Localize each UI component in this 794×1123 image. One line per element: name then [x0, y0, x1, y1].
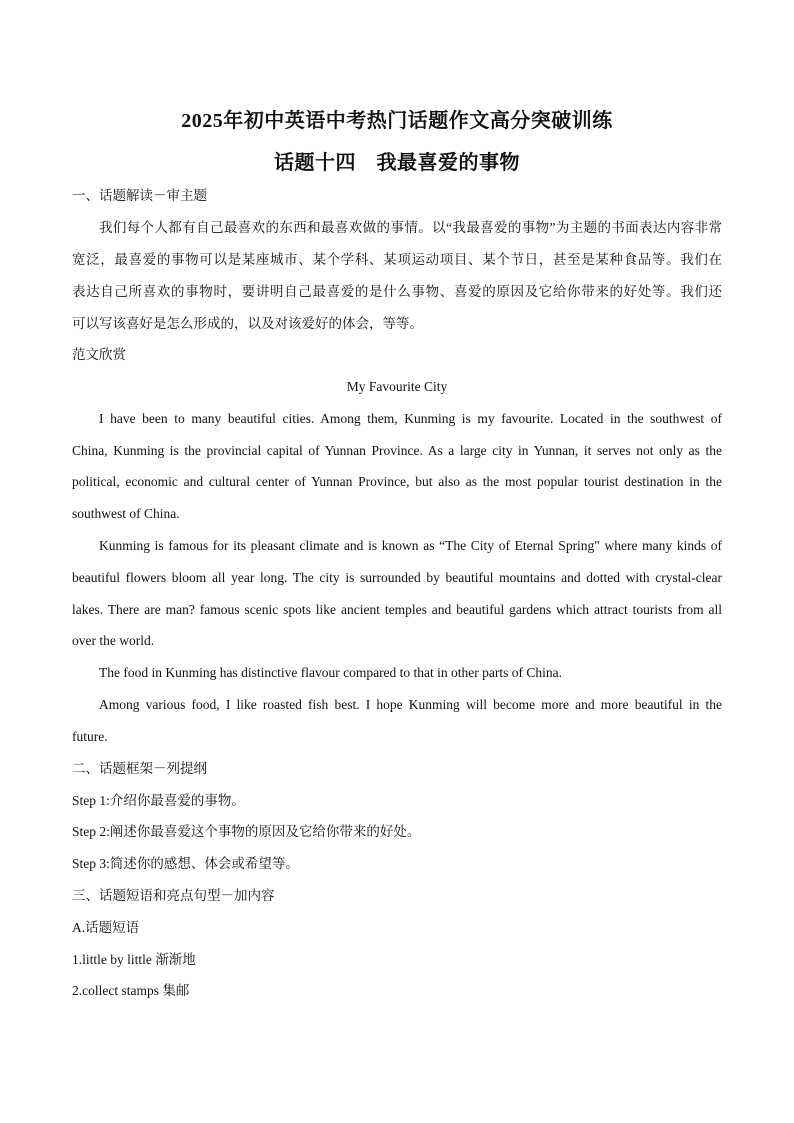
- essay-line: China, Kunming is the provincial capital of Yunnan Province. As a large city in Yunnan, it serves not only as the: [72, 443, 722, 458]
- phrase-item: 1.little by little 渐渐地: [72, 952, 196, 967]
- intro-line: 可以写该喜好是怎么形成的，以及对该爱好的体会，等等。: [72, 316, 423, 331]
- essay-line: lakes. There are man? famous scenic spots like ancient temples and beautiful gardens which attract tourists from all: [72, 602, 722, 617]
- outline-step: Step 3:简述你的感想、体会或希望等。: [72, 856, 299, 871]
- essay-line: Kunming is famous for its pleasant climate and is known as “The City of Eternal Spring" where many kinds of: [99, 538, 722, 553]
- essay-title: My Favourite City: [346, 379, 448, 394]
- subsection-heading-a: A.话题短语: [72, 920, 140, 935]
- outline-step: Step 1:介绍你最喜爱的事物。: [72, 793, 245, 808]
- essay-line: beautiful flowers bloom all year long. The city is surrounded by beautiful mountains and dotted with crystal-clear: [72, 570, 722, 585]
- intro-line: 宽泛，最喜爱的事物可以是某座城市、某个学科、某项运动项目、某个节日，甚至是某种食品等。我们在: [72, 252, 722, 267]
- essay-line: future.: [72, 729, 108, 744]
- intro-line: 表达自己所喜欢的事物时，要讲明自己最喜爱的是什么事物、喜爱的原因及它给你带来的好处等。我们还: [72, 284, 722, 299]
- section-heading-1: 一、话题解读－审主题: [72, 188, 207, 203]
- essay-line: over the world.: [72, 633, 155, 648]
- essay-line: The food in Kunming has distinctive flavour compared to that in other parts of China.: [99, 665, 563, 680]
- section-heading-3: 三、话题短语和亮点句型－加内容: [72, 888, 275, 903]
- sample-label: 范文欣赏: [72, 347, 126, 362]
- document-subtitle: 话题十四 我最喜爱的事物: [274, 152, 520, 174]
- section-heading-2: 二、话题框架－列提纲: [72, 761, 207, 776]
- document-title: 2025年初中英语中考热门话题作文高分突破训练: [181, 110, 613, 132]
- outline-step: Step 2:阐述你最喜爱这个事物的原因及它给你带来的好处。: [72, 824, 421, 839]
- intro-line: 我们每个人都有自己最喜欢的东西和最喜欢做的事情。以“我最喜爱的事物”为主题的书面表达内容非常: [99, 220, 722, 235]
- essay-line: I have been to many beautiful cities. Among them, Kunming is my favourite. Located in the southwest of: [99, 411, 722, 426]
- essay-line: political, economic and cultural center of Yunnan Province, but also as the most popular tourist destination in the: [72, 474, 722, 489]
- phrase-item: 2.collect stamps 集邮: [72, 983, 190, 998]
- essay-line: southwest of China.: [72, 506, 180, 521]
- essay-line: Among various food, I like roasted fish best. I hope Kunming will become more and more beautiful in the: [99, 697, 722, 712]
